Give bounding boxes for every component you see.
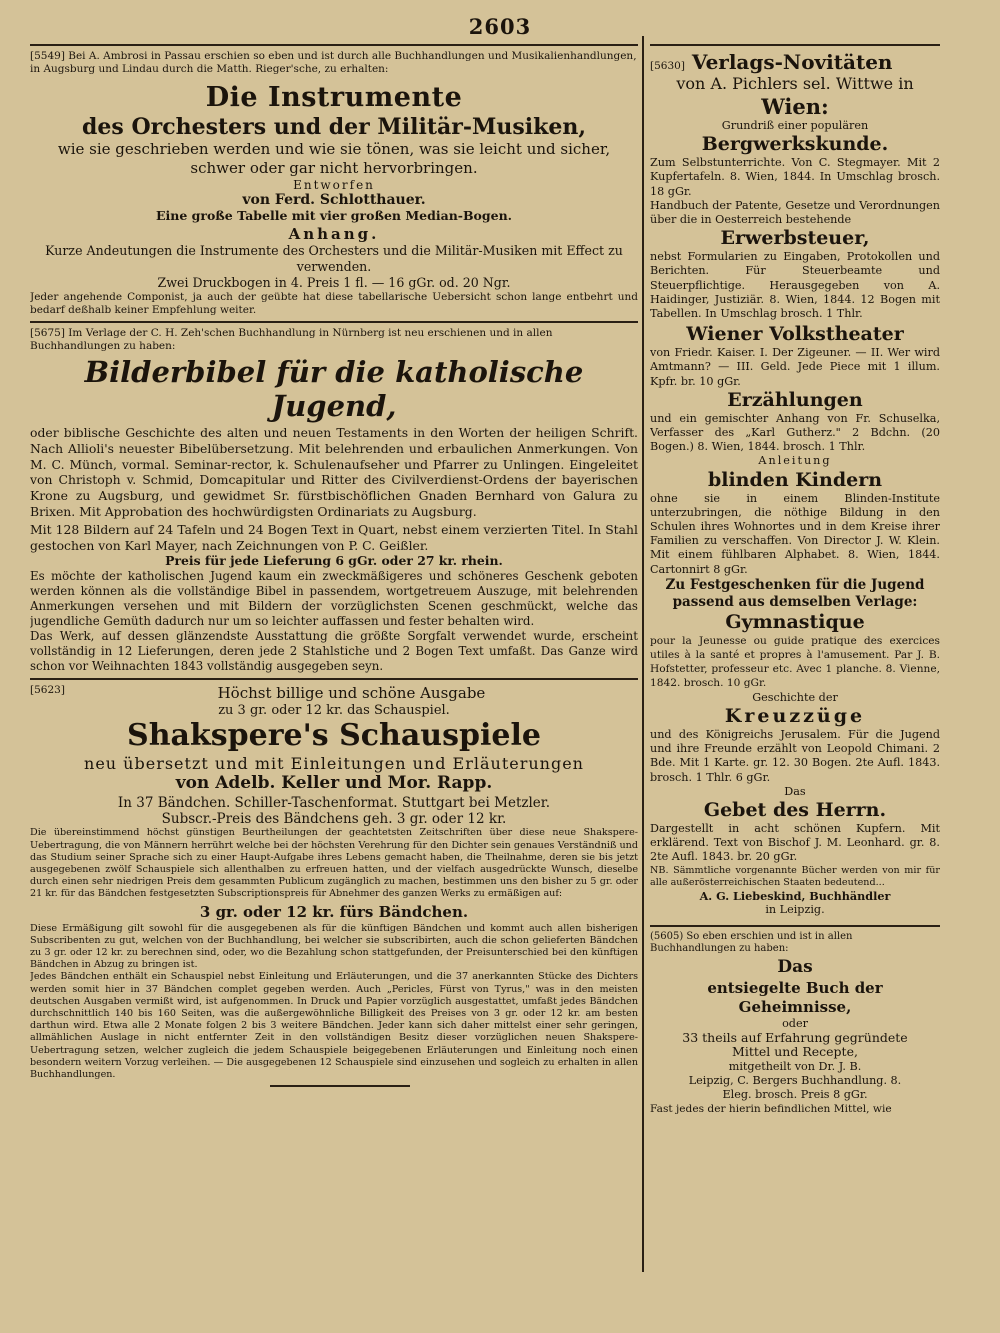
advert-tabelle: Eine große Tabelle mit vier großen Median-Bogen.: [155, 208, 513, 223]
book-title: Wiener Volkstheater: [686, 323, 904, 346]
advert-line-2: zu 3 gr. oder 12 kr. das Schauspiel.: [218, 703, 450, 719]
advert-line: Leipzig, C. Bergers Buchhandlung. 8.: [688, 1073, 902, 1087]
advert-line: oder: [782, 1016, 808, 1030]
book-title: Gebet des Herrn.: [703, 798, 887, 821]
advert-verlags-novitaeten: [650, 50, 940, 917]
advert-bilderbibel: [30, 327, 638, 674]
advert-anhang-text: Kurze Andeutungen die Instrumente des Orchesters und die Militär-Musiken mit Effect zu verwenden.: [45, 243, 623, 274]
advert-body: Die übereinstimmend höchst günstigen Beurtheilungen der geachtetsten Zeitschriften über diese neue Shakspere-Uebertragung, die von Männern herrührt welche bei der höchsten Verehrung für den Dichter sein genaues Verständniß und das Studium seiner Sprache sich zu einer Haupt-Aufgabe ihres Lebens gemacht haben, die Theilnahme, deren sie bis jetzt ausgegebenen zwölf Schauspiele sich allenthalben zu erfreuen hatten, und der vielfach ausgedrückte Wunsch, dieselbe durch einen sehr niedrigen Preis dem gesammten Publicum zugänglich zu machen, bestimmen uns den bisher zu 5 gr. oder 21 kr. für das Bändchen festgesetzten Subscriptionspreis für Abnehmer des ganzen Werks zu ermäßigen auf:: [30, 827, 638, 900]
advert-subtitle: wie sie geschrieben werden und wie sie tönen, was sie leicht und sicher,: [57, 140, 611, 158]
advert-tag: [5630]: [650, 60, 685, 72]
book-text: Zum Selbstunterrichte. Von C. Stegmayer. Mit 2 Kupfertafeln. 8. Wien, 1844. In Umschlag brosch. 18 gGr.: [650, 156, 940, 198]
advert-subtitle: neu übersetzt und mit Einleitungen und Erläuterungen: [84, 754, 584, 774]
advert-title: Bilderbibel für die katholische Jugend,: [84, 355, 584, 423]
advert-geheimnisse: [650, 931, 940, 1116]
advert-subtitle-2: schwer oder gar nicht hervorbringen.: [190, 159, 478, 177]
advert-title-3: Wien:: [761, 94, 829, 119]
advert-note: Jeder angehende Componist, ja auch der geübte hat diese tabellarische Uebersicht schon lange entbehrt und bedarf deßhalb keiner Empfehlung weiter.: [30, 291, 638, 316]
top-rule: [30, 44, 638, 46]
advert-title: Shakspere's Schauspiele: [127, 718, 541, 754]
advert-line: Das: [777, 956, 813, 977]
advert-body-2: Diese Ermäßigung gilt sowohl für die ausgegebenen als für die künftigen Bändchen und kommt auch allen bisherigen Subscribenten zu gut, welchen von der Buchhandlung, bei welcher sie subscribirten, auch die schon gelieferten Bändchen zu 3 gr. oder 12 kr. zu berechnen sind, oder, wo die Bezahlung schon stattgefunden, der Preisunterschied bei den künftigen Bändchen in Abzug zu bringen ist.: [30, 922, 638, 971]
book-pre: Anleitung: [758, 454, 832, 468]
advert-body-2: Mit 128 Bildern auf 24 Tafeln und 24 Bogen Text in Quart, nebst einem verzierten Titel. In Stahl gestochen von Karl Mayer, nach Zeichnungen von P. C. Geißler.: [30, 521, 638, 553]
book-text: und des Königreichs Jerusalem. Für die Jugend und ihre Freunde erzählt von Leopold Chimani. 2 Bde. Mit 1 Karte. gr. 12. 30 Bogen. 2te Aufl. 1843. brosch. 1 Thlr. 6 gGr.: [650, 727, 940, 784]
advert-line: mitgetheilt von Dr. J. B.: [728, 1059, 862, 1073]
right-column: [650, 40, 940, 1280]
advert-price: Preis für jede Lieferung 6 gGr. oder 27 kr. rhein.: [165, 553, 503, 569]
advert-body-3: Jedes Bändchen enthält ein Schauspiel nebst Einleitung und Erläuterungen, und die 37 anerkannten Stücke des Dichters werden somit hier in 37 Bändchen complet gegeben werden. Auch „Pericles, Fürst von Tyrus," was in den meisten deutschen Ausgaben vermißt wird, ist aufgenommen. In Druck und Papier vorzüglich ausgestattet, umfaßt jedes Bändchen durchschnittlich 140 bis 160 Seiten, was die außergewöhnliche Billigkeit des Preises von 3 gr. oder 12 kr. am besten darthun wird. Etwa alle 2 Monate folgen 2 bis 3 weitere Bändchen. Jeder kann sich daher mittelst einer sehr geringen, allmählichen Auslage in nicht entfernter Zeit in den vollständigen Besitz dieser vorzüglichen neuen Shakspere-Uebertragung setzen, welcher zugleich die jedem Schauspiele beigegebenen Erläuterungen und Einleitung noch einen besondern weitern Vorzug verleihen. — Die ausgegebenen 12 Schauspiele sind einzusehen und sogleich zu erhalten in allen Buchhandlungen.: [30, 971, 638, 1081]
book-pre: Handbuch der Patente, Gesetze und Verordnungen über die in Oesterreich bestehende: [650, 198, 940, 227]
advert-entworfen: Entworfen: [293, 178, 375, 192]
book-text: nebst Formularien zu Eingaben, Protokollen und Berichten. Für Steuerbeamte und Steuerpflichtige. Herausgegeben von A. Haidinger, Justiziär. 8. Wien, 1844. 12 Bogen mit Tabellen. In Umschlag brosch. 1 Thlr.: [650, 250, 940, 321]
advert-anhang: Anhang.: [288, 225, 380, 243]
advert-title: Verlags-Novitäten: [691, 50, 893, 74]
left-column: [30, 40, 638, 1280]
top-rule: [650, 44, 940, 46]
section-head: Zu Festgeschenken für die Jugend passend aus demselben Verlage:: [665, 576, 925, 610]
book-text: pour la Jeunesse ou guide pratique des exercices utiles à la santé et propres à l'amusement. Par J. B. Hofstetter, professeur etc. Avec 1 planche. 8. Vienne, 1842. brosch. 10 gGr.: [650, 634, 940, 690]
book-title: Bergwerkskunde.: [701, 133, 889, 156]
nota-bene: NB. Sämmtliche vorgenannte Bücher werden von mir für alle außerösterreichischen Staaten bedeutend...: [650, 864, 940, 888]
book-title: Erwerbsteuer,: [720, 227, 870, 250]
book-text: von Friedr. Kaiser. I. Der Zigeuner. — II. Wer wird Amtmann? — III. Geld. Jede Piece mit 1 illum. Kpfr. br. 10 gGr.: [650, 346, 940, 388]
advert-body: oder biblische Geschichte des alten und neuen Testaments in den Worten der heiligen Schrift. Nach Allioli's neuester Bibelübersetzung. Mit belehrenden und erbaulichen Anmerkungen. Von M. C. Münch, vormal. Seminar-rector, k. Schulenaufseher und Pfarrer zu Unlingen. Eingeleitet von Christoph v. Schmid, Domcapitular und Ritter des Civilverdienst-Ordens der bayerischen Krone zu Augsburg, und gewidmet Sr. fürstbischöflichen Gnaden Bernhard von Galura zu Brixen. Mit Approbation des hochwürdigsten Ordinariats zu Augsburg.: [30, 425, 638, 519]
advert-line: Fast jedes der hierin befindlichen Mittel, wie: [650, 1103, 892, 1116]
book-pre: Das: [784, 784, 806, 798]
rule: [30, 321, 638, 323]
advert-line: Eleg. brosch. Preis 8 gGr.: [722, 1087, 868, 1101]
book-pre: Geschichte der: [752, 690, 838, 704]
advert-tag: [5623]: [30, 684, 65, 697]
advert-body-4: Das Werk, auf dessen glänzendste Ausstattung die größte Sorgfalt verwendet wurde, erscheint vollständig in 12 Lieferungen, deren jede 2 Stahlstiche und 2 Bogen Text umfaßt. Das Ganze wird schon vor Weihnachten 1843 vollständig ausgegeben seyn.: [30, 629, 638, 674]
signature-place: in Leipzig.: [765, 902, 825, 916]
advert-price: 3 gr. oder 12 kr. fürs Bändchen.: [199, 902, 469, 921]
advert-price: Zwei Druckbogen in 4. Preis 1 fl. — 16 gGr. od. 20 Ngr.: [157, 275, 511, 290]
advert-body-3: Es möchte der katholischen Jugend kaum ein zweckmäßigeres und schöneres Geschenk geboten werden können als die vollständige Bibel in passendem, wortgetreuem Auszuge, mit belehrenden Anmerkungen versehen und mit Bildern der vorzüglichsten Scenen geschmückt, welche das jugendliche Gemüth dadurch nur um so leichter auffassen und fester behalten wird.: [30, 569, 638, 629]
book-text: ohne sie in einem Blinden-Institute unterzubringen, die nöthige Bildung in den Schulen ihres Wohnortes und in dem Kreise ihrer Familien zu verschaffen. Von Director J. W. Klein. Mit einem fühlbaren Alphabet. 8. Wien, 1844. Cartonnirt 8 gGr.: [650, 491, 940, 576]
book-title: blinden Kindern: [707, 468, 883, 491]
advert-meta: In 37 Bändchen. Schiller-Taschenformat. Stuttgart bei Metzler.: [117, 795, 551, 812]
advert-line: 33 theils auf Erfahrung gegründete: [682, 1030, 908, 1046]
advert-shakspere: [30, 684, 638, 1087]
advert-title: Die Instrumente: [205, 82, 463, 113]
book-title: Kreuzzüge: [724, 704, 866, 727]
rule: [30, 678, 638, 680]
advert-intro: (5605) So eben erschien und ist in allen Buchhandlungen zu haben:: [650, 930, 853, 955]
advert-author: von Ferd. Schlotthauer.: [242, 192, 426, 208]
book-title: Erzählungen: [727, 388, 863, 411]
advert-subtitle-2: von Adelb. Keller und Mor. Rapp.: [175, 773, 493, 794]
advert-title: entsiegelte Buch der Geheimnisse,: [707, 978, 883, 1016]
book-text: Dargestellt in acht schönen Kupfern. Mit erklärend. Text von Bischof J. M. Leonhard. gr. 8. 2te Aufl. 1843. br. 20 gGr.: [650, 821, 940, 864]
end-rule: [270, 1085, 410, 1087]
advert-title-2: des Orchesters und der Militär-Musiken,: [82, 114, 586, 140]
page-number: 2603: [468, 14, 532, 39]
column-divider: [642, 36, 644, 1272]
book-title: Gymnastique: [725, 610, 865, 633]
book-pre: Grundriß einer populären: [721, 119, 869, 132]
signature: A. G. Liebeskind, Buchhändler: [699, 888, 891, 903]
advert-subscr: Subscr.-Preis des Bändchens geh. 3 gr. oder 12 kr.: [161, 811, 507, 828]
advert-instrumente: [30, 50, 638, 317]
advert-intro: [5675] Im Verlage der C. H. Zeh'schen Buchhandlung in Nürnberg ist neu erschienen und in allen Buchhandlungen zu haben:: [30, 327, 553, 352]
advert-intro: [5549] Bei A. Ambrosi in Passau erschien so eben und ist durch alle Buchhandlungen und Musikalienhandlungen, in Augsburg und Lindau durch die Matth. Rieger'sche, zu erhalten:: [30, 50, 637, 75]
advert-title-2: von A. Pichlers sel. Wittwe in: [676, 74, 914, 93]
advert-line: Mittel und Recepte,: [732, 1044, 858, 1060]
advert-line: Höchst billige und schöne Ausgabe: [217, 684, 486, 703]
rule: [650, 925, 940, 927]
book-text: und ein gemischter Anhang von Fr. Schuselka, Verfasser des „Karl Gutherz." 2 Bdchn. (20 Bogen.) 8. Wien, 1844. brosch. 1 Thlr.: [650, 411, 940, 454]
